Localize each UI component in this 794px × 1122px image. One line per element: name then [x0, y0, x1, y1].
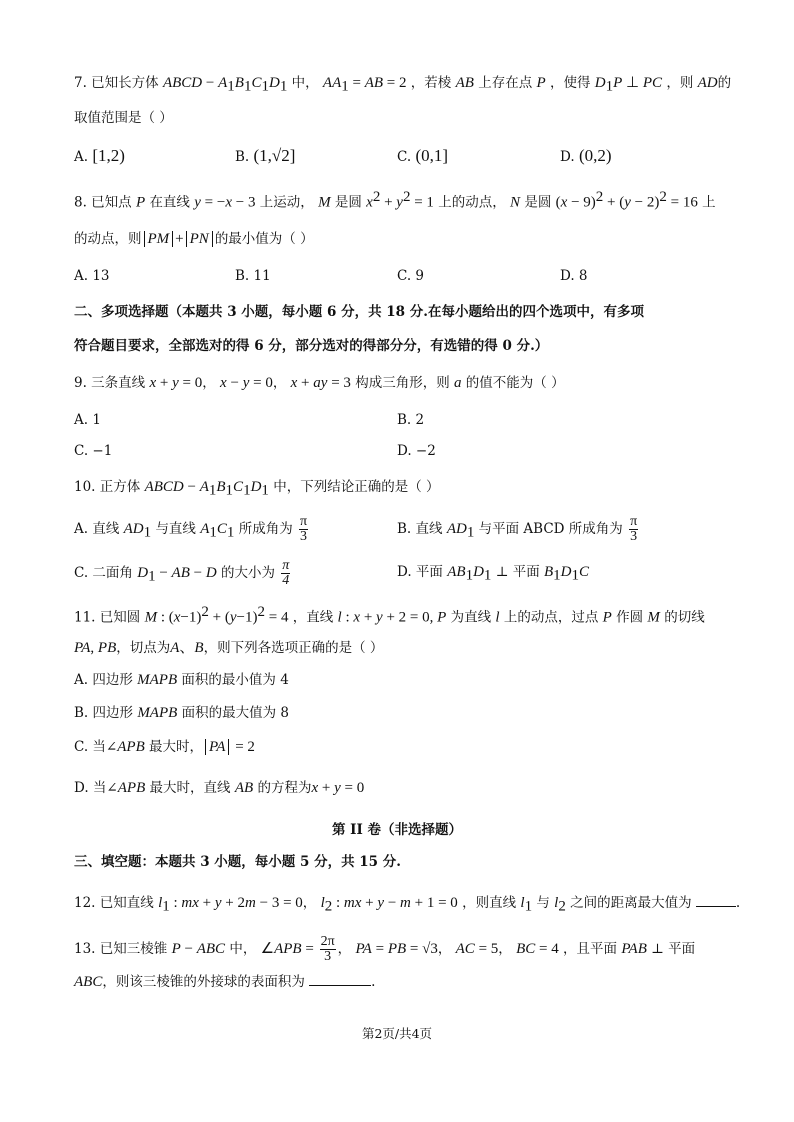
q10-option-c: C. 二面角 $D_1$ − AB − D 的大小为 $\frac{\pi}{4}$ — [74, 558, 290, 588]
q10-option-b: B. 直线 $AD_1$ 与平面 ABCD 所成角为 $\frac{\pi}{3}$ — [397, 514, 638, 544]
q10-option-a: A. 直线 $AD_1$ 与直线 $A_1C_1$ 所成角为 $\frac{\pi}{3}$ — [74, 514, 308, 544]
q11-line2: PA, PB，切点为A、B，则下列各选项正确的是（ ） — [74, 640, 384, 656]
q10-option-d: D. 平面 $AB_1D_1$ ⊥ 平面 $B_1D_1C$ — [397, 564, 590, 584]
q9-option-a: A. 1 — [74, 412, 101, 428]
section2-heading-line2: 符合题目要求，全部选对的得 6 分，部分选对的得部分分，有选错的得 0 分.） — [74, 338, 549, 354]
q9-option-c: C. −1 — [74, 443, 113, 459]
q8-option-c: C. 9 — [397, 268, 425, 284]
q11-line1: 11. 已知圆 M : $(x-1)^2 + (y-1)^2 = 4$ ，直线 l : x + y + 2 = 0, P 为直线 l 上的动点，过点 P 作圆 M 的切线 — [74, 604, 705, 626]
q8-option-a: A. 13 — [74, 268, 110, 284]
q11-option-c: C. 当∠APB 最大时， PA = 2 — [74, 739, 255, 755]
q9-option-b: B. 2 — [397, 412, 425, 428]
q8-option-b: B. 11 — [235, 268, 271, 284]
q8-line1: 8. 已知点 P 在直线 y = −x − 3 上运动， M 是圆 $x^2 + y^2 = 1$ 上的动点， N 是圆 $(x - 9)^2 + (y - 2)^2 = 16$ 上 — [74, 189, 716, 211]
q13-line1: 13. 已知三棱锥 P − ABC 中， ∠APB = $\frac{2\pi}{3}$ ， PA = PB = √3， AC = 5， BC = 4 ，且平面 PAB ⊥ 平面 — [74, 934, 696, 964]
q7-line2: 取值范围是（ ） — [74, 110, 173, 126]
q7-line1: 7. 已知长方体 ABCD − $A_1B_1C_1D_1$ 中， $AA_1$ = AB = 2 ，若棱 AB 上存在点 P ，使得 $D_1P$ ⊥ PC ，则 AD的 — [74, 75, 732, 95]
q8-line2: 的动点，则 PM + PN 的最小值为（ ） — [74, 231, 314, 247]
q7-option-b: B. (1,√2] — [235, 146, 296, 165]
q13-line2: ABC，则该三棱锥的外接球的表面积为 . — [74, 974, 376, 990]
q10-stem: 10. 正方体 ABCD − $A_1B_1C_1D_1$ 中，下列结论正确的是（ ） — [74, 479, 440, 499]
q13-answer-blank[interactable] — [309, 973, 371, 986]
q9-option-d: D. −2 — [397, 443, 436, 459]
section2-heading-line1: 二、多项选择题（本题共 3 小题，每小题 6 分，共 18 分.在每小题给出的四个选项中，有多项 — [74, 304, 644, 320]
q11-option-b: B. 四边形 MAPB 面积的最大值为 8 — [74, 705, 289, 721]
q12-answer-blank[interactable] — [696, 894, 736, 907]
q11-option-d: D. 当∠APB 最大时，直线 AB 的方程为x + y = 0 — [74, 780, 365, 796]
section3-heading: 三、填空题：本题共 3 小题，每小题 5 分，共 15 分. — [74, 854, 401, 870]
q7-option-d: D. (0,2) — [560, 146, 612, 165]
q11-option-a: A. 四边形 MAPB 面积的最小值为 4 — [74, 672, 289, 688]
q12-stem: 12. 已知直线 $l_1$ : mx + y + 2m − 3 = 0， $l_2$ : mx + y − m + 1 = 0 ，则直线 $l_1$ 与 $l_2$ 之间的距离最大值为 . — [74, 895, 741, 915]
q7-option-a: A. [1,2) — [74, 146, 125, 165]
q8-option-d: D. 8 — [560, 268, 588, 284]
q7-option-c: C. (0,1] — [397, 146, 449, 165]
q9-stem: 9. 三条直线 x + y = 0， x − y = 0， x + ay = 3 构成三角形，则 a 的值不能为（ ） — [74, 375, 565, 391]
part2-title: 第 II 卷（非选择题） — [331, 822, 463, 838]
page-footer: 第2页/共4页 — [361, 1026, 433, 1041]
